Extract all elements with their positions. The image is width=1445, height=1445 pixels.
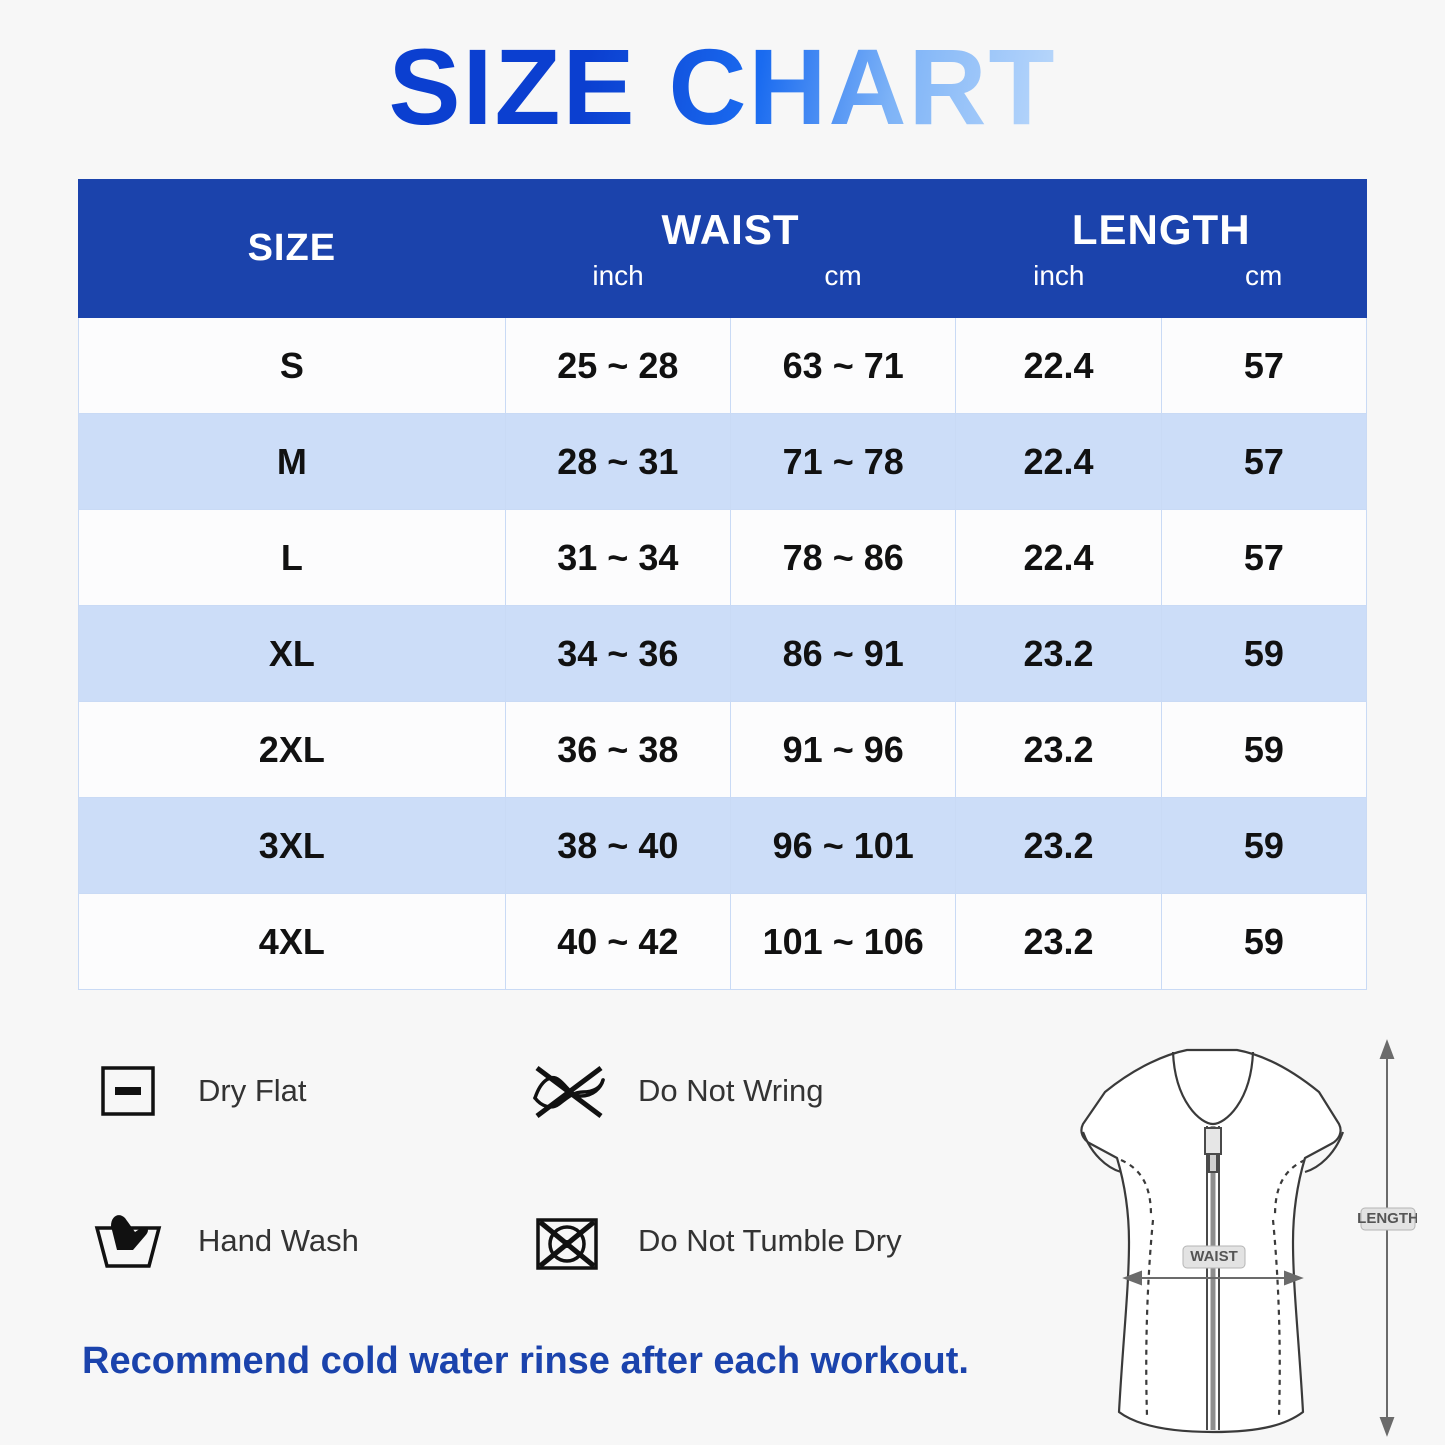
cell-waist-cm: 101 ~ 106 [731, 894, 956, 990]
care-instructions-list [80, 1045, 960, 1345]
size-chart-table [78, 179, 1367, 990]
cell-length-inch: 22.4 [956, 318, 1161, 414]
table-row [79, 894, 1367, 990]
cell-waist-inch: 36 ~ 38 [505, 702, 730, 798]
cell-length-inch: 23.2 [956, 798, 1161, 894]
cell-length-cm: 59 [1161, 702, 1366, 798]
header-unit-length-cm: cm [1244, 259, 1283, 291]
cell-waist-cm: 78 ~ 86 [731, 510, 956, 606]
cell-size: XL [79, 606, 506, 702]
hand-wash-icon [80, 1195, 176, 1287]
header-label-size: SIZE [247, 227, 337, 269]
header-unit-length-inch: inch [1033, 259, 1085, 291]
table-body [79, 318, 1367, 990]
care-label: Do Not Tumble Dry [638, 1223, 902, 1258]
table-row [79, 414, 1367, 510]
size-chart-table-wrapper [78, 179, 1367, 990]
header-unit-waist-cm: cm [824, 259, 862, 291]
care-label: Hand Wash [198, 1223, 359, 1258]
cell-waist-inch: 38 ~ 40 [505, 798, 730, 894]
garment-diagram [987, 1020, 1417, 1440]
cell-waist-cm: 86 ~ 91 [731, 606, 956, 702]
care-item-do-not-tumble-dry [520, 1195, 960, 1287]
care-row-2 [80, 1195, 960, 1287]
cell-length-inch: 23.2 [956, 606, 1161, 702]
cell-length-cm: 59 [1161, 894, 1366, 990]
cell-waist-cm: 63 ~ 71 [731, 318, 956, 414]
cell-size: M [79, 414, 506, 510]
care-label: Do Not Wring [638, 1073, 824, 1108]
page-title: SIZE CHART [388, 26, 1057, 147]
care-item-hand-wash [80, 1195, 520, 1287]
garment-length-label: LENGTH [1357, 1210, 1417, 1227]
cell-size: S [79, 318, 506, 414]
cell-waist-inch: 34 ~ 36 [505, 606, 730, 702]
cell-size: 2XL [79, 702, 506, 798]
cell-waist-cm: 71 ~ 78 [731, 414, 956, 510]
cell-length-inch: 22.4 [956, 414, 1161, 510]
header-cell-length [956, 180, 1367, 318]
cell-length-inch: 23.2 [956, 702, 1161, 798]
cell-length-cm: 57 [1161, 318, 1366, 414]
cell-length-inch: 23.2 [956, 894, 1161, 990]
table-header-row [79, 180, 1367, 318]
cell-waist-inch: 25 ~ 28 [505, 318, 730, 414]
cell-waist-cm: 91 ~ 96 [731, 702, 956, 798]
header-label-length: LENGTH [1071, 205, 1251, 253]
cell-waist-inch: 40 ~ 42 [505, 894, 730, 990]
table-row [79, 510, 1367, 606]
header-label-waist: WAIST [661, 205, 800, 253]
header-unit-waist-inch: inch [592, 259, 644, 291]
table-header [79, 180, 1367, 318]
garment-waist-label: WAIST [1190, 1248, 1238, 1265]
do-not-tumble-dry-icon [520, 1195, 616, 1287]
header-units-waist [506, 260, 956, 292]
table-row [79, 702, 1367, 798]
header-cell-waist [505, 180, 956, 318]
dry-flat-icon [80, 1045, 176, 1137]
cell-length-inch: 22.4 [956, 510, 1161, 606]
cell-waist-cm: 96 ~ 101 [731, 798, 956, 894]
cell-length-cm: 59 [1161, 606, 1366, 702]
cell-length-cm: 57 [1161, 414, 1366, 510]
care-item-dry-flat [80, 1045, 520, 1137]
header-cell-size [79, 180, 506, 318]
cell-size: 4XL [79, 894, 506, 990]
cell-length-cm: 57 [1161, 510, 1366, 606]
do-not-wring-icon [520, 1045, 616, 1137]
cell-size: 3XL [79, 798, 506, 894]
care-row-1 [80, 1045, 960, 1137]
table-row [79, 798, 1367, 894]
table-row [79, 318, 1367, 414]
header-units-length [956, 260, 1366, 292]
cell-size: L [79, 510, 506, 606]
page-header [0, 0, 1445, 149]
cell-waist-inch: 28 ~ 31 [505, 414, 730, 510]
care-item-do-not-wring [520, 1045, 960, 1137]
cell-length-cm: 59 [1161, 798, 1366, 894]
cell-waist-inch: 31 ~ 34 [505, 510, 730, 606]
recommendation-text: Recommend cold water rinse after each workout. [82, 1340, 969, 1382]
care-label: Dry Flat [198, 1073, 307, 1108]
table-row [79, 606, 1367, 702]
